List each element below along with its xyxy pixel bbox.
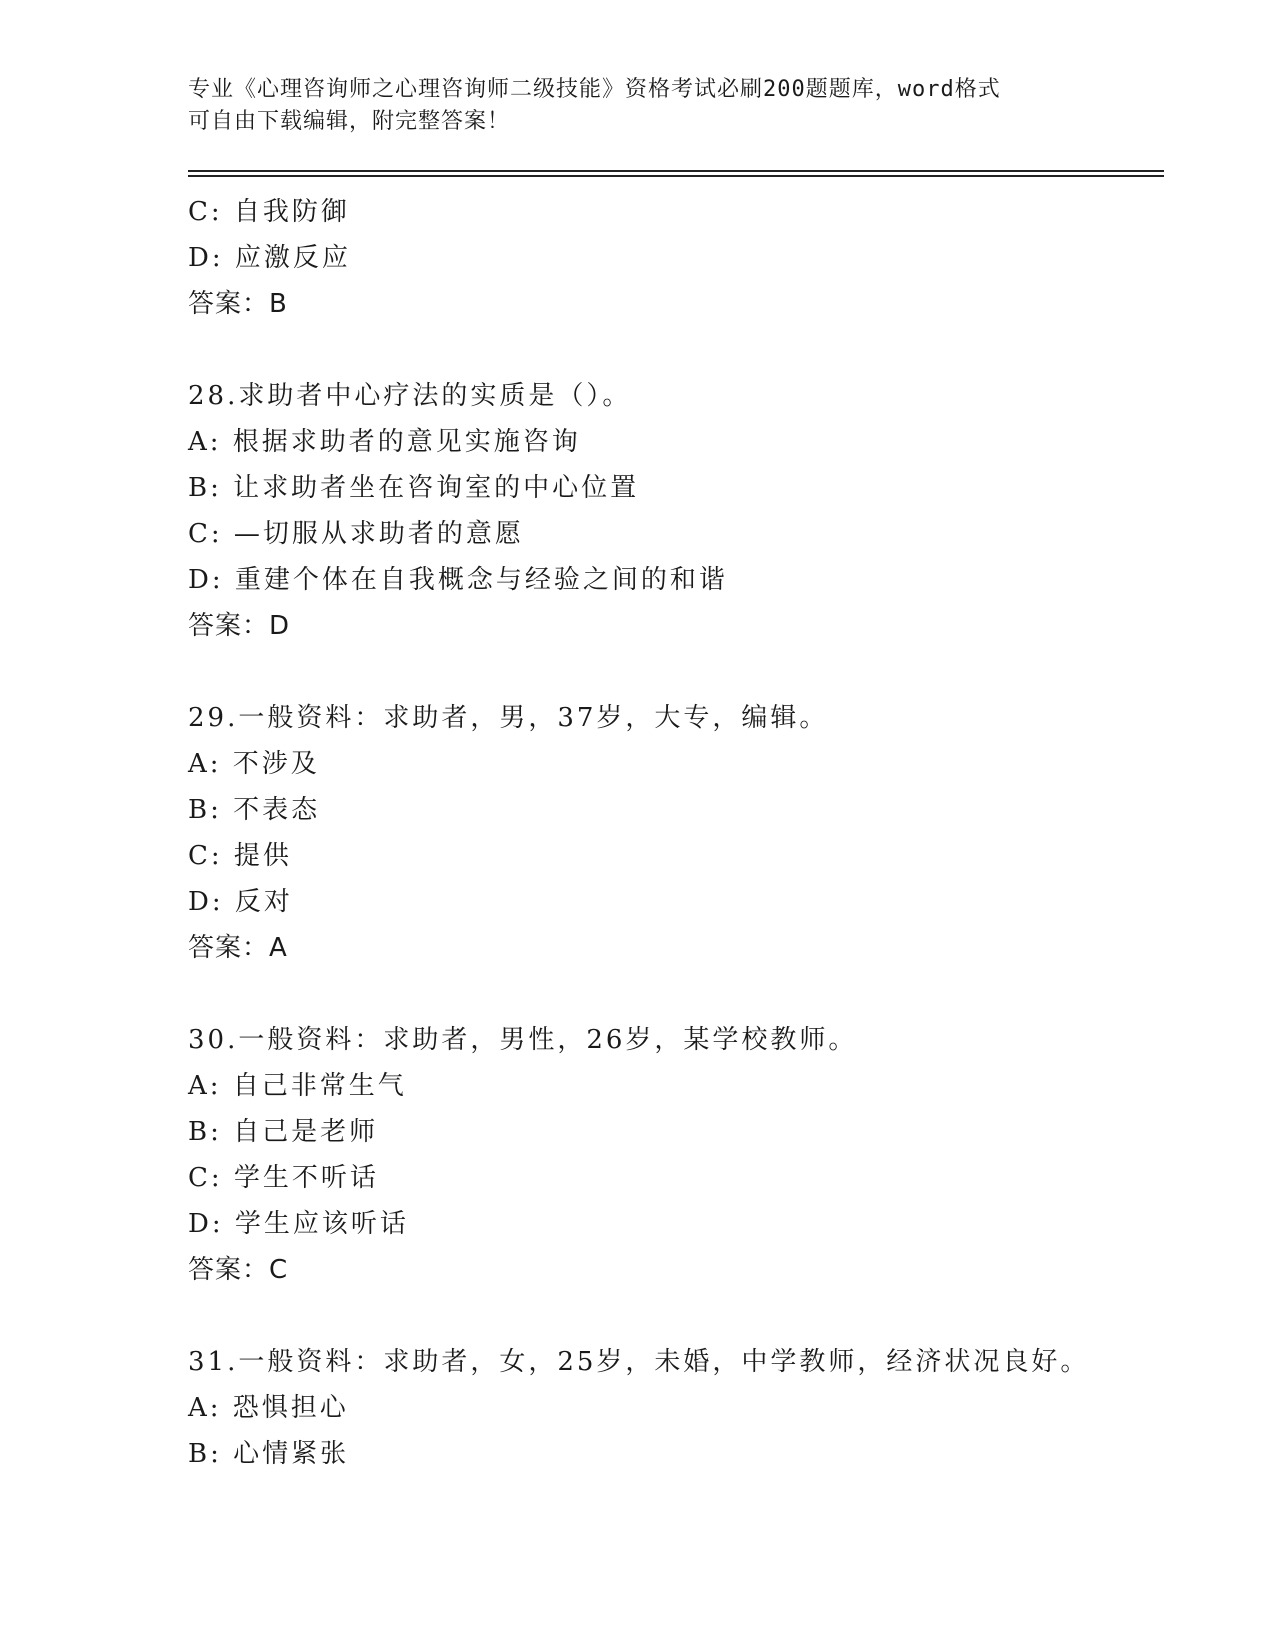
prev-question-tail bbox=[188, 189, 1168, 327]
question-28 bbox=[188, 373, 1168, 649]
question-30 bbox=[188, 1017, 1168, 1293]
question-title: 31.一般资料：求助者，女，25岁，未婚，中学教师，经济状况良好。 bbox=[188, 1347, 1090, 1377]
answer: 答案：B bbox=[188, 289, 288, 319]
option-d: D: 学生应该听话 bbox=[188, 1209, 409, 1239]
header-divider-bottom bbox=[188, 175, 1164, 177]
header-divider-top bbox=[188, 170, 1164, 172]
option-c: C: —切服从求助者的意愿 bbox=[188, 519, 524, 549]
option-c: C: 提供 bbox=[188, 841, 292, 871]
option-d: D: 重建个体在自我概念与经验之间的和谐 bbox=[188, 565, 728, 595]
option-b: B: 不表态 bbox=[188, 795, 321, 825]
answer: 答案：D bbox=[188, 611, 291, 641]
option-d: D: 应激反应 bbox=[188, 243, 351, 273]
question-31 bbox=[188, 1339, 1168, 1477]
question-29 bbox=[188, 695, 1168, 971]
option-a: A: 自己非常生气 bbox=[188, 1071, 407, 1101]
option-a: A: 不涉及 bbox=[188, 749, 320, 779]
document-header bbox=[188, 74, 1068, 138]
question-list bbox=[188, 189, 1168, 1477]
option-b: B: 让求助者坐在咨询室的中心位置 bbox=[188, 473, 640, 503]
option-a: A: 恐惧担心 bbox=[188, 1393, 349, 1423]
header-line-2: 可自由下载编辑，附完整答案！ bbox=[188, 109, 511, 134]
answer: 答案：A bbox=[188, 933, 288, 963]
option-a: A: 根据求助者的意见实施咨询 bbox=[188, 427, 581, 457]
option-b: B: 自己是老师 bbox=[188, 1117, 379, 1147]
question-title: 30.一般资料：求助者，男性，26岁，某学校教师。 bbox=[188, 1025, 858, 1055]
option-c: C: 自我防御 bbox=[188, 197, 350, 227]
answer: 答案：C bbox=[188, 1255, 289, 1285]
option-c: C: 学生不听话 bbox=[188, 1163, 379, 1193]
header-line-1: 专业《心理咨询师之心理咨询师二级技能》资格考试必刷200题题库，word格式 bbox=[188, 77, 1001, 102]
question-title: 29.一般资料：求助者，男，37岁，大专，编辑。 bbox=[188, 703, 829, 733]
option-d: D: 反对 bbox=[188, 887, 293, 917]
question-title: 28.求助者中心疗法的实质是（）。 bbox=[188, 381, 632, 411]
option-b: B: 心情紧张 bbox=[188, 1439, 350, 1469]
